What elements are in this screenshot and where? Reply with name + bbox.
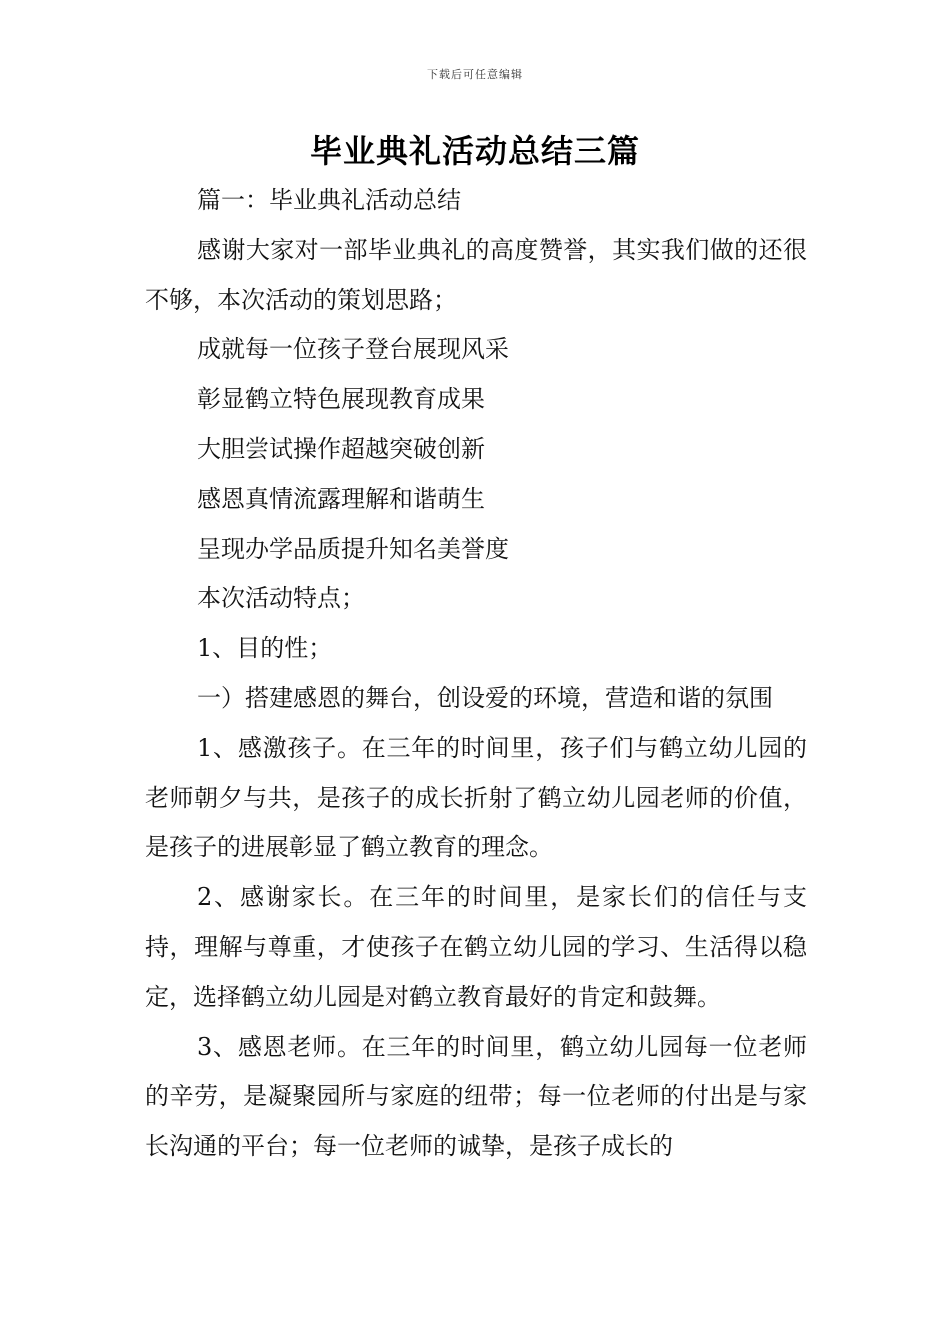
paragraph: 感谢大家对一部毕业典礼的高度赞誉，其实我们做的还很不够，本次活动的策划思路； <box>145 235 807 314</box>
paragraph: 2、感谢家长。在三年的时间里，是家长们的信任与支持，理解与尊重，才使孩子在鹤立幼儿园的学习、生活得以稳定，选择鹤立幼儿园是对鹤立教育最好的肯定和鼓舞。 <box>145 883 807 1011</box>
paragraph: 大胆尝试操作超越突破创新 <box>197 434 485 463</box>
paragraph: 成就每一位孩子登台展现风采 <box>197 335 509 364</box>
paragraph: 1、目的性； <box>197 634 333 663</box>
paragraph: 3、感恩老师。在三年的时间里，鹤立幼儿园每一位老师的辛劳，是凝聚园所与家庭的纽带；每一位老师的付出是与家长沟通的平台；每一位老师的诚挚，是孩子成长的 <box>145 1032 807 1161</box>
header-note: 下载后可任意编辑 <box>427 68 523 81</box>
paragraph: 呈现办学品质提升知名美誉度 <box>197 534 509 563</box>
paragraph: 一）搭建感恩的舞台，创设爱的环境，营造和谐的氛围 <box>197 683 773 712</box>
section-heading: 篇一：毕业典礼活动总结 <box>197 186 461 214</box>
paragraph: 本次活动特点； <box>197 584 365 613</box>
document-body <box>145 176 807 1172</box>
paragraph: 1、感激孩子。在三年的时间里，孩子们与鹤立幼儿园的老师朝夕与共，是孩子的成长折射了鹤立幼儿园老师的价值，是孩子的进展彰显了鹤立教育的理念。 <box>145 733 807 862</box>
paragraph: 彰显鹤立特色展现教育成果 <box>197 385 485 414</box>
document-title: 毕业典礼活动总结三篇 <box>309 132 640 170</box>
paragraph: 感恩真情流露理解和谐萌生 <box>197 484 485 513</box>
